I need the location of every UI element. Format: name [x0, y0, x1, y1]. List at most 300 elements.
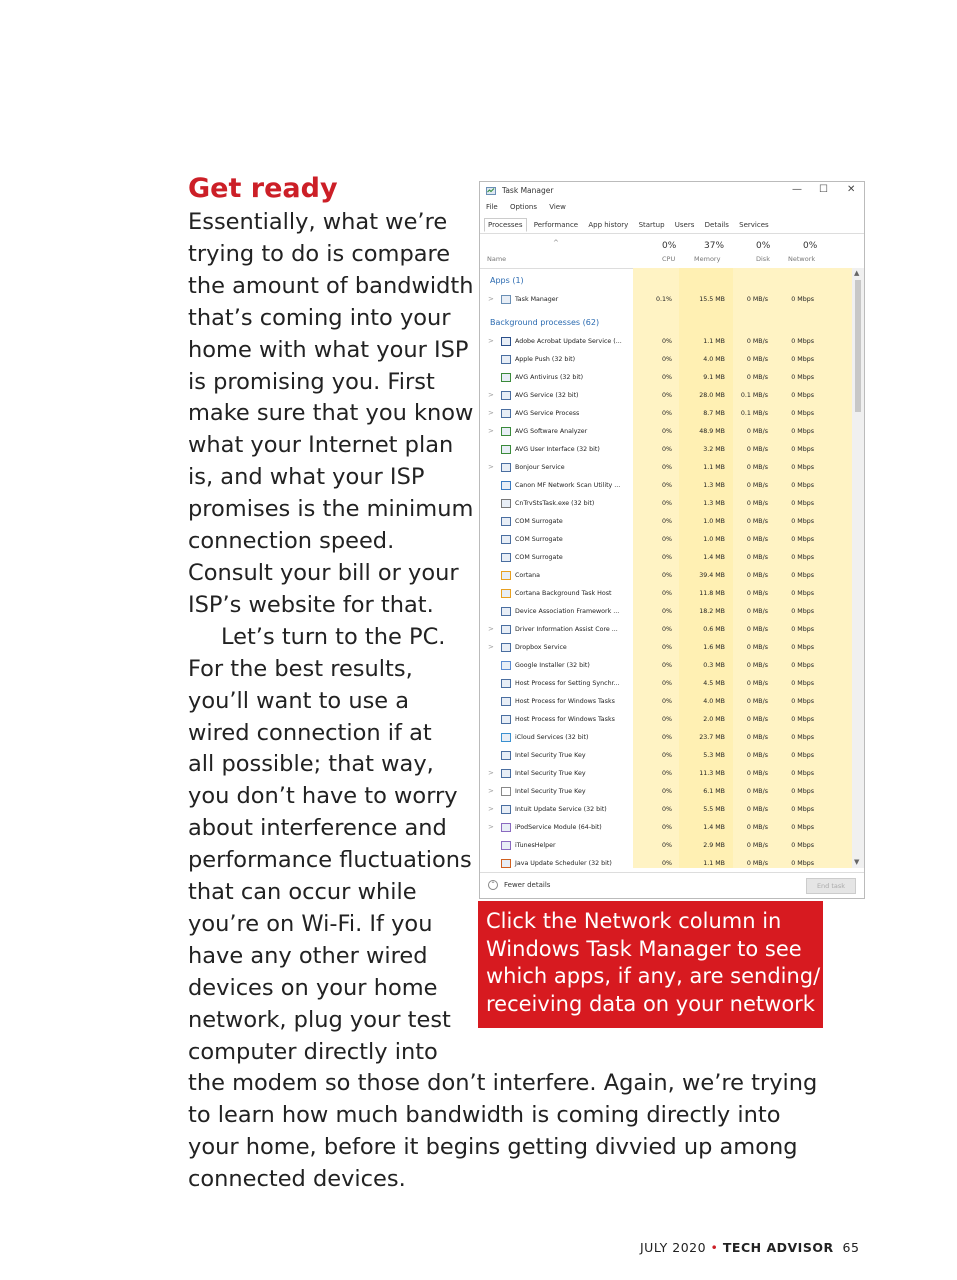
process-name: Intel Security True Key [515, 752, 586, 759]
process-cpu: 0% [662, 446, 672, 453]
process-mem: 18.2 MB [699, 608, 725, 615]
process-net: 0 Mbps [791, 536, 814, 543]
process-name: Task Manager [515, 296, 559, 303]
process-row[interactable] [480, 406, 852, 424]
expand-chevron-icon[interactable]: > [488, 391, 494, 399]
process-disk: 0 MB/s [746, 374, 768, 381]
scroll-up-icon[interactable]: ▲ [854, 269, 860, 277]
process-row[interactable] [480, 640, 852, 658]
itunes-icon [501, 841, 511, 850]
process-row[interactable] [480, 352, 852, 370]
service-icon [501, 391, 511, 400]
process-cpu: 0% [662, 392, 672, 399]
process-mem: 23.7 MB [699, 734, 725, 741]
process-mem: 2.9 MB [703, 842, 725, 849]
process-net: 0 Mbps [791, 572, 814, 579]
body-line: Let’s turn to the PC. [221, 623, 446, 650]
process-net: 0 Mbps [791, 626, 814, 633]
process-net: 0 Mbps [791, 860, 814, 867]
process-name: Cortana Background Task Host [515, 590, 612, 597]
process-net: 0 Mbps [791, 554, 814, 561]
service-icon [501, 751, 511, 760]
process-cpu: 0% [662, 698, 672, 705]
process-name: Apple Push (32 bit) [515, 356, 576, 363]
process-mem: 48.9 MB [699, 428, 725, 435]
magazine-name: TECH ADVISOR [722, 1240, 834, 1255]
process-row[interactable] [480, 622, 852, 640]
body-line: wired connection if at [188, 719, 432, 746]
process-cpu: 0% [662, 536, 672, 543]
process-name: Host Process for Setting Synchr... [515, 680, 620, 687]
menu-options[interactable]: Options [509, 203, 537, 211]
process-net: 0 Mbps [791, 590, 814, 597]
process-cpu: 0% [662, 842, 672, 849]
process-name: Driver Information Assist Core ... [515, 626, 618, 633]
service-icon [501, 355, 511, 364]
process-row[interactable] [480, 460, 852, 478]
process-mem: 4.0 MB [703, 698, 725, 705]
process-net: 0 Mbps [791, 296, 814, 303]
process-row[interactable] [480, 292, 852, 310]
process-row[interactable] [480, 658, 852, 676]
process-cpu: 0% [662, 374, 672, 381]
process-name: Intel Security True Key [515, 770, 586, 777]
process-cpu: 0% [662, 752, 672, 759]
expand-chevron-icon[interactable]: > [488, 769, 494, 777]
process-cpu: 0% [662, 770, 672, 777]
column-header [480, 233, 864, 269]
process-net: 0 Mbps [791, 752, 814, 759]
cloud-icon [501, 733, 511, 742]
process-name: Google Installer (32 bit) [515, 662, 590, 669]
avg-icon [501, 445, 511, 454]
process-row[interactable] [480, 856, 852, 868]
process-name: Intel Security True Key [515, 788, 586, 795]
process-mem: 1.6 MB [703, 644, 725, 651]
process-mem: 11.8 MB [699, 590, 725, 597]
body-line: Consult your bill or your [188, 559, 459, 586]
process-name: Device Association Framework ... [515, 608, 620, 615]
body-line: trying to do is compare [188, 240, 451, 267]
window-icon [501, 337, 511, 346]
process-row[interactable] [480, 388, 852, 406]
process-disk: 0 MB/s [746, 296, 768, 303]
process-row[interactable] [480, 712, 852, 730]
process-cpu: 0% [662, 410, 672, 417]
process-net: 0 Mbps [791, 644, 814, 651]
process-disk: 0 MB/s [746, 806, 768, 813]
process-cpu: 0% [662, 590, 672, 597]
process-name: AVG Software Analyzer [515, 428, 588, 435]
process-mem: 11.3 MB [699, 770, 725, 777]
group-apps: Apps (1) [490, 276, 524, 285]
process-disk: 0 MB/s [746, 860, 768, 867]
cortana-icon [501, 571, 511, 580]
issue-date: JULY 2020 [640, 1240, 707, 1255]
process-net: 0 Mbps [791, 698, 814, 705]
body-line: have any other wired [188, 942, 428, 969]
process-name: COM Surrogate [515, 518, 563, 525]
column-name[interactable]: Name [487, 255, 507, 263]
process-cpu: 0% [662, 428, 672, 435]
process-cpu: 0% [662, 626, 672, 633]
chevron-up-icon[interactable]: ⌃ [488, 880, 498, 890]
process-disk: 0 MB/s [746, 734, 768, 741]
process-row[interactable] [480, 784, 852, 802]
fewer-details-link[interactable]: Fewer details [504, 881, 551, 889]
avg-icon [501, 373, 511, 382]
body-line: computer directly into [188, 1038, 438, 1065]
process-cpu: 0% [662, 500, 672, 507]
process-row[interactable] [480, 334, 852, 352]
process-net: 0 Mbps [791, 788, 814, 795]
menu-bar [486, 203, 576, 211]
process-disk: 0 MB/s [746, 446, 768, 453]
process-row[interactable] [480, 766, 852, 784]
column-memory[interactable]: Memory [694, 255, 721, 263]
itunes-icon [501, 823, 511, 832]
process-net: 0 Mbps [791, 518, 814, 525]
body-line: about interference and [188, 815, 447, 842]
process-name: Adobe Acrobat Update Service (... [515, 338, 622, 345]
process-name: Intuit Update Service (32 bit) [515, 806, 607, 813]
avg-icon [501, 427, 511, 436]
process-disk: 0 MB/s [746, 518, 768, 525]
close-button[interactable]: ✕ [847, 184, 856, 195]
process-cpu: 0% [662, 806, 672, 813]
tab-app-history[interactable]: App history [588, 221, 629, 229]
cortana-icon [501, 589, 511, 598]
page-footer [640, 1240, 859, 1255]
process-name: iPodService Module (64-bit) [515, 824, 602, 831]
process-cpu: 0% [662, 608, 672, 615]
caption-line: Click the Network column in [486, 909, 782, 933]
body-line: make sure that you know [188, 400, 474, 427]
gear-icon [501, 499, 511, 508]
body-line: the modem so those don’t interfere. Again, we’re trying [188, 1070, 818, 1097]
process-cpu: 0% [662, 662, 672, 669]
image-caption [478, 901, 823, 1028]
process-row[interactable] [480, 820, 852, 838]
column-cpu[interactable]: CPU [662, 255, 676, 263]
disk-percent[interactable]: 0% [756, 241, 771, 251]
body-line: is promising you. First [188, 368, 435, 395]
file-icon [501, 787, 511, 796]
tab-services[interactable]: Services [739, 221, 769, 229]
process-mem: 4.5 MB [703, 680, 725, 687]
end-task-button[interactable]: End task [806, 878, 856, 894]
process-disk: 0 MB/s [746, 644, 768, 651]
service-icon [501, 715, 511, 724]
process-row[interactable] [480, 802, 852, 820]
tab-bar [484, 218, 774, 232]
process-net: 0 Mbps [791, 662, 814, 669]
body-line: network, plug your test [188, 1006, 451, 1033]
process-net: 0 Mbps [791, 824, 814, 831]
body-line: that can occur while [188, 879, 417, 906]
process-net: 0 Mbps [791, 446, 814, 453]
process-row[interactable] [480, 694, 852, 712]
body-line: that’s coming into your [188, 304, 451, 331]
process-disk: 0 MB/s [746, 662, 768, 669]
service-icon [501, 463, 511, 472]
process-row[interactable] [480, 838, 852, 856]
body-line: what your Internet plan [188, 432, 454, 459]
process-name: COM Surrogate [515, 554, 563, 561]
process-cpu: 0% [662, 716, 672, 723]
task-manager-icon [486, 186, 496, 196]
process-cpu: 0% [662, 518, 672, 525]
process-cpu: 0% [662, 554, 672, 561]
scanner-icon [501, 481, 511, 490]
process-disk: 0 MB/s [746, 698, 768, 705]
service-icon [501, 625, 511, 634]
body-line: ISP’s website for that. [188, 591, 434, 618]
process-net: 0 Mbps [791, 338, 814, 345]
body-line: promises is the minimum [188, 496, 474, 523]
process-row[interactable] [480, 550, 852, 568]
process-name: AVG Service (32 bit) [515, 392, 579, 399]
tab-startup[interactable]: Startup [638, 221, 665, 229]
caption-line: Windows Task Manager to see [486, 936, 802, 961]
cpu-percent[interactable]: 0% [662, 241, 677, 251]
caption-line: which apps, if any, are sending/ [486, 964, 821, 988]
process-net: 0 Mbps [791, 428, 814, 435]
process-cpu: 0.1% [656, 296, 672, 303]
process-disk: 0 MB/s [746, 590, 768, 597]
menu-view[interactable]: View [549, 203, 566, 211]
process-cpu: 0% [662, 464, 672, 471]
maximize-button[interactable]: ☐ [819, 184, 828, 195]
process-name: Host Process for Windows Tasks [515, 716, 615, 723]
expand-chevron-icon[interactable]: > [488, 409, 494, 417]
service-icon [501, 697, 511, 706]
process-mem: 1.1 MB [703, 860, 725, 867]
body-line: you’ll want to use a [188, 687, 410, 714]
process-mem: 0.3 MB [703, 662, 725, 669]
service-icon [501, 535, 511, 544]
process-net: 0 Mbps [791, 500, 814, 507]
service-icon [501, 769, 511, 778]
process-mem: 1.0 MB [703, 536, 725, 543]
service-icon [501, 643, 511, 652]
memory-percent[interactable]: 37% [704, 241, 725, 251]
process-mem: 15.5 MB [699, 296, 725, 303]
process-row[interactable] [480, 568, 852, 586]
process-mem: 1.3 MB [703, 500, 725, 507]
expand-chevron-icon[interactable]: > [488, 337, 494, 345]
menu-file[interactable]: File [486, 203, 498, 211]
process-net: 0 Mbps [791, 680, 814, 687]
java-icon [501, 859, 511, 868]
process-cpu: 0% [662, 482, 672, 489]
process-name: AVG Antivirus (32 bit) [515, 374, 584, 381]
tab-processes[interactable]: Processes [484, 218, 527, 232]
process-disk: 0 MB/s [746, 536, 768, 543]
task-manager-icon [501, 295, 511, 304]
tab-details[interactable]: Details [704, 221, 729, 229]
process-row[interactable] [480, 748, 852, 766]
body-line: connection speed. [188, 528, 395, 555]
body-line: your home, before it begins getting divvied up among [188, 1134, 798, 1161]
scrollbar-thumb[interactable] [855, 280, 861, 412]
body-line: all possible; that way, [188, 751, 434, 778]
title-bar [480, 182, 864, 202]
process-mem: 4.0 MB [703, 356, 725, 363]
process-mem: 1.1 MB [703, 338, 725, 345]
process-net: 0 Mbps [791, 716, 814, 723]
process-mem: 1.4 MB [703, 554, 725, 561]
body-line: performance fluctuations [188, 847, 472, 874]
tab-performance[interactable]: Performance [533, 221, 579, 229]
process-name: CnTrvStsTask.exe (32 bit) [515, 500, 595, 507]
process-cpu: 0% [662, 824, 672, 831]
process-row[interactable] [480, 424, 852, 442]
scrollbar[interactable] [852, 268, 864, 868]
process-mem: 5.3 MB [703, 752, 725, 759]
process-cpu: 0% [662, 680, 672, 687]
process-row[interactable] [480, 478, 852, 496]
expand-chevron-icon[interactable]: > [488, 805, 494, 813]
process-row[interactable] [480, 370, 852, 388]
process-disk: 0 MB/s [746, 626, 768, 633]
service-icon [501, 607, 511, 616]
service-icon [501, 517, 511, 526]
body-line: to learn how much bandwidth is coming directly into [188, 1102, 781, 1129]
process-net: 0 Mbps [791, 392, 814, 399]
process-net: 0 Mbps [791, 608, 814, 615]
process-mem: 3.2 MB [703, 446, 725, 453]
expand-chevron-icon[interactable]: > [488, 427, 494, 435]
process-disk: 0 MB/s [746, 464, 768, 471]
process-name: COM Surrogate [515, 536, 563, 543]
process-disk: 0 MB/s [746, 500, 768, 507]
body-line: is, and what your ISP [188, 464, 425, 491]
process-mem: 6.1 MB [703, 788, 725, 795]
expand-chevron-icon[interactable]: > [488, 787, 494, 795]
process-disk: 0.1 MB/s [740, 410, 768, 417]
process-name: Cortana [515, 572, 541, 579]
process-row[interactable] [480, 676, 852, 694]
task-manager-screenshot [479, 181, 865, 899]
body-line: you’re on Wi-Fi. If you [188, 910, 433, 937]
process-name: Bonjour Service [515, 464, 565, 471]
process-disk: 0 MB/s [746, 842, 768, 849]
process-mem: 8.7 MB [703, 410, 725, 417]
process-name: iCloud Services (32 bit) [515, 734, 589, 741]
expand-chevron-icon[interactable]: > [488, 643, 494, 651]
process-mem: 1.1 MB [703, 464, 725, 471]
caption-line: receiving data on your network [486, 991, 815, 1016]
process-disk: 0 MB/s [746, 788, 768, 795]
sort-arrow-icon: ^ [553, 239, 559, 247]
body-line: Essentially, what we’re [188, 209, 448, 235]
process-cpu: 0% [662, 644, 672, 651]
process-name: iTunesHelper [515, 842, 556, 849]
process-disk: 0 MB/s [746, 338, 768, 345]
process-disk: 0 MB/s [746, 608, 768, 615]
process-mem: 0.6 MB [703, 626, 725, 633]
body-line: home with what your ISP [188, 336, 469, 363]
minimize-button[interactable]: — [792, 184, 802, 195]
process-net: 0 Mbps [791, 806, 814, 813]
process-disk: 0 MB/s [746, 680, 768, 687]
process-disk: 0 MB/s [746, 482, 768, 489]
process-disk: 0 MB/s [746, 572, 768, 579]
process-mem: 2.0 MB [703, 716, 725, 723]
process-net: 0 Mbps [791, 374, 814, 381]
process-name: Host Process for Windows Tasks [515, 698, 615, 705]
process-name: Canon MF Network Scan Utility ... [515, 482, 621, 489]
network-percent[interactable]: 0% [803, 241, 818, 251]
body-line: the amount of bandwidth [188, 272, 474, 299]
service-icon [501, 409, 511, 418]
process-cpu: 0% [662, 788, 672, 795]
process-cpu: 0% [662, 356, 672, 363]
process-mem: 39.4 MB [699, 572, 725, 579]
expand-chevron-icon[interactable]: > [488, 463, 494, 471]
process-mem: 1.0 MB [703, 518, 725, 525]
process-row[interactable] [480, 730, 852, 748]
process-net: 0 Mbps [791, 464, 814, 471]
process-row[interactable] [480, 514, 852, 532]
tab-users[interactable]: Users [674, 221, 695, 229]
process-net: 0 Mbps [791, 734, 814, 741]
process-row[interactable] [480, 586, 852, 604]
column-disk[interactable]: Disk [756, 255, 770, 263]
expand-chevron-icon[interactable]: > [488, 295, 494, 303]
process-name: Dropbox Service [515, 644, 567, 651]
body-line: devices on your home [188, 974, 438, 1001]
process-disk: 0 MB/s [746, 356, 768, 363]
scroll-down-icon[interactable]: ▼ [854, 858, 860, 866]
body-line: connected devices. [188, 1166, 406, 1193]
process-net: 0 Mbps [791, 356, 814, 363]
process-disk: 0 MB/s [746, 554, 768, 561]
process-disk: 0 MB/s [746, 428, 768, 435]
status-bar [480, 872, 864, 899]
body-line: you don’t have to worry [188, 783, 458, 810]
process-net: 0 Mbps [791, 410, 814, 417]
process-net: 0 Mbps [791, 770, 814, 777]
bullet-separator: • [710, 1240, 719, 1255]
group-background: Background processes (62) [490, 318, 600, 327]
process-mem: 5.5 MB [703, 806, 725, 813]
process-cpu: 0% [662, 338, 672, 345]
body-line: For the best results, [188, 655, 413, 682]
process-row[interactable] [480, 442, 852, 460]
process-mem: 9.1 MB [703, 374, 725, 381]
page-number: 65 [842, 1240, 860, 1255]
process-row[interactable] [480, 604, 852, 622]
process-disk: 0.1 MB/s [740, 392, 768, 399]
installer-icon [501, 661, 511, 670]
process-list [480, 268, 852, 868]
expand-chevron-icon[interactable]: > [488, 823, 494, 831]
window-title: Task Manager [502, 186, 554, 195]
process-row[interactable] [480, 532, 852, 550]
process-cpu: 0% [662, 572, 672, 579]
process-disk: 0 MB/s [746, 716, 768, 723]
process-disk: 0 MB/s [746, 824, 768, 831]
service-icon [501, 805, 511, 814]
process-mem: 1.4 MB [703, 824, 725, 831]
process-name: AVG Service Process [515, 410, 580, 417]
column-network[interactable]: Network [788, 255, 816, 263]
service-icon [501, 553, 511, 562]
process-row[interactable] [480, 496, 852, 514]
expand-chevron-icon[interactable]: > [488, 625, 494, 633]
